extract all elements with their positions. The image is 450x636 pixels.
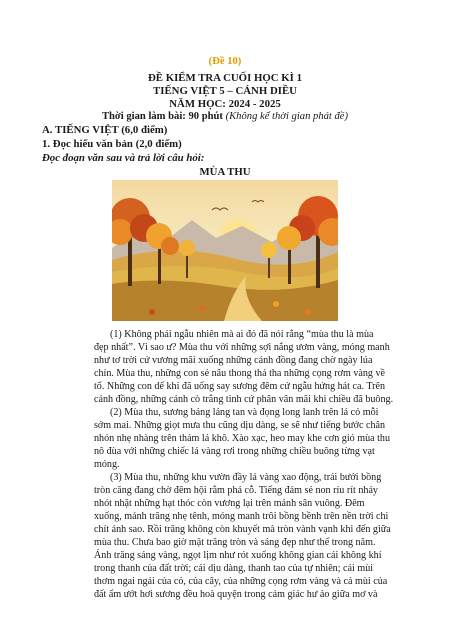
passage-title: MÙA THU xyxy=(199,166,251,178)
exam-number: (Đề 10) xyxy=(208,56,242,67)
section-1-heading: 1. Đọc hiểu văn bản (2,0 điểm) xyxy=(42,138,182,150)
passage-line: đất ẩm ướt hơi sương đều hoà quyện trong cảm giác hư ảo giữa mơ và xyxy=(94,589,378,600)
passage-line: tổ. Những con dế khi đã uống say sương đêm cứ ngẫu hứng hát ca. Trên xyxy=(94,381,386,392)
time-line xyxy=(0,111,450,122)
exam-title: ĐỀ KIỂM TRA CUỐI HỌC KÌ 1 xyxy=(148,72,302,84)
passage-line: móng. xyxy=(94,459,120,470)
passage-line: xuống, mảnh trăng nhẹ tênh, móng manh trôi bồng bềnh trên nền trời chi xyxy=(94,511,389,522)
passage-line: cánh đồng, những cánh cò trắng tinh cứ phân vân mãi khi chiều đã buông. xyxy=(94,394,394,405)
exam-subject: TIẾNG VIỆT 5 – CÁNH DIỀU xyxy=(153,85,297,97)
section-a-heading: A. TIẾNG VIỆT (6,0 điểm) xyxy=(42,124,168,136)
passage-line: nô đùa với những chiếc lá vàng rơi trong những chiều buông từng vạt xyxy=(94,446,375,457)
passage-line: sớm mai. Những giọt mưa thu cũng dịu dàng, se sẽ như tiếng bước chân xyxy=(94,420,386,431)
passage-line: tròn căng đang chờ đêm hội rằm phá cỗ. Tiếng đám sẻ non ríu rít nháy xyxy=(94,485,378,496)
passage-line: trong thanh của đất trời; cái dịu dàng, thanh tao của tự nhiên; cái mùi xyxy=(94,563,374,574)
passage-line: mùa thu. Chưa bao giờ mặt trăng tròn và sáng đẹp như thế trong năm. xyxy=(94,537,376,548)
passage-line: (3) Mùa thu, những khu vườn đầy lá vàng xao động, trái bưởi bồng xyxy=(110,472,382,483)
time-label: Thời gian làm bài: 90 phút xyxy=(101,111,223,122)
passage-line: chít ánh sao. Rồi trăng không còn khuyết mà tròn vành vạnh khi đến giữa xyxy=(94,524,391,535)
passage-line: nhón nhẹ nhàng trên thảm lá khô. Xào xạc, heo may khe cơn gió mùa thu xyxy=(94,433,391,444)
autumn-landscape-illustration xyxy=(112,180,338,321)
passage-line: Ánh trăng sáng vàng, ngọt lịm như rót xuống không gian cái không khí xyxy=(94,550,382,561)
passage-line: thơm ngai ngái của cỏ, của cây, của những cọng rơm vàng và cả mùi của xyxy=(94,576,388,587)
passage-line: chín. Mùa thu, những con sẻ nâu thong thả tha những cọng rơm vàng về xyxy=(94,368,385,379)
instruction-text: Đọc đoạn văn sau và trả lời câu hỏi: xyxy=(42,152,205,164)
passage-line: (2) Mùa thu, sương bảng lảng tan và đọng long lanh trên lá cỏ mỗi xyxy=(110,407,379,418)
passage-line: nhót nhặt những hạt thóc còn vương lại trên mảnh sân vuông. Đêm xyxy=(94,498,365,509)
passage-line: đẹp nhất”. Vì sao ư? Mùa thu với những sợi nắng ươm vàng, móng manh xyxy=(94,342,390,353)
passage-line: như tơ trời cứ vương mãi xuống những cánh đồng đang chờ ngày lúa xyxy=(94,355,373,366)
school-year: NĂM HỌC: 2024 - 2025 xyxy=(169,98,281,110)
time-note: (Không kể thời gian phát đề) xyxy=(225,111,349,122)
passage-line: (1) Không phải ngẫu nhiên mà ai đó đã nói rằng “mùa thu là mùa xyxy=(110,329,374,340)
